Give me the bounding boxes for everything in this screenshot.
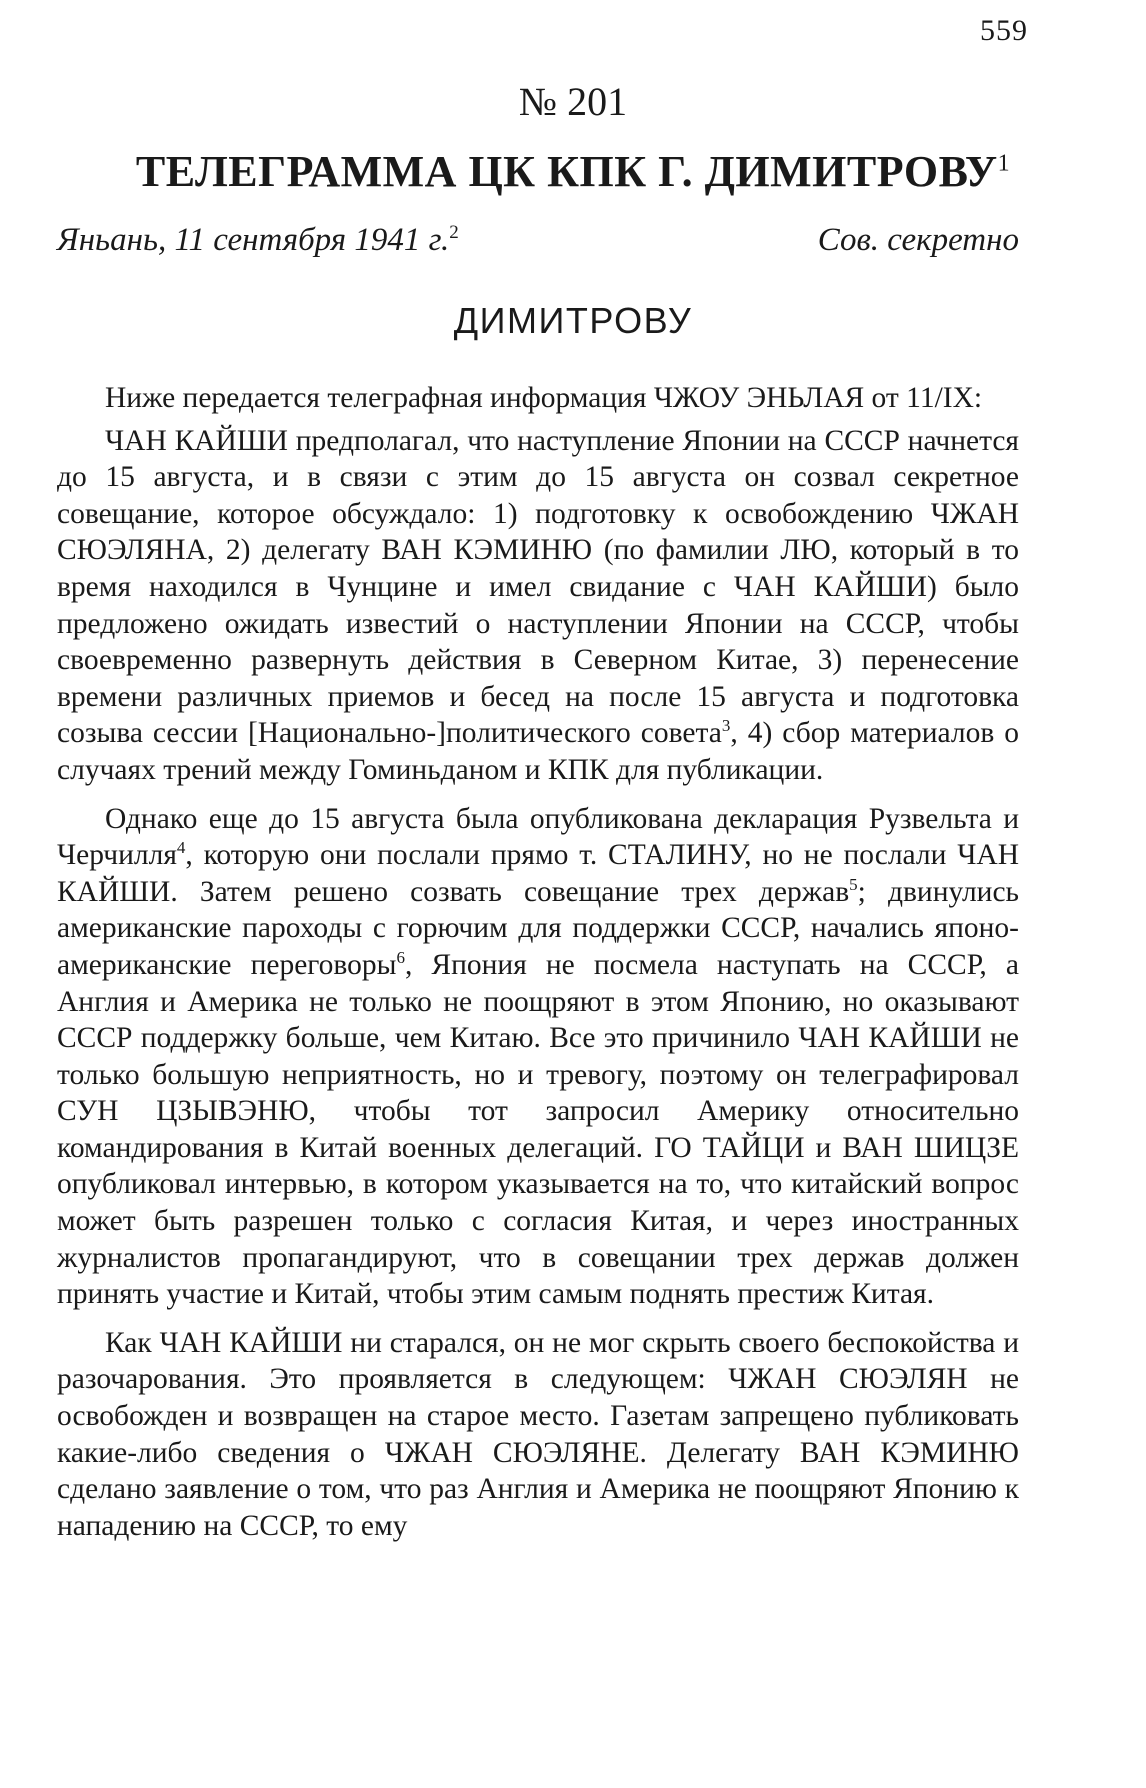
paragraph-text: , Япония не посмела наступать на СССР, а Англия и Америка не только не поощряют в этом Японию, но оказывают СССР поддержку больше, чем Китаю. Все это причинило ЧАН КАЙШИ не только большую неприятность, но и тревогу, поэтому он телеграфировал СУН ЦЗЫВЭНЮ, чтобы тот запросил Америку относительно командирования в Китай военных делегаций. ГО ТАЙЦИ и ВАН ШИЦЗЕ опубликовал интервью, в котором указывается на то, что китайский вопрос может быть разрешен только с согласия Китая, и через иностранных журналистов пропагандируют, что в совещании трех держав должен принять участие и Китай, чтобы этим самым поднять престиж Китая. — [57, 948, 1019, 1311]
document-meta — [57, 222, 1019, 259]
addressee: ДИМИТРОВУ — [453, 300, 693, 341]
paragraph-1: Ниже передается телеграфная информация ЧЖОУ ЭНЬЛАЯ от 11/IX: — [105, 382, 983, 414]
classification: Сов. секретно — [817, 222, 1019, 258]
paragraph-4: Как ЧАН КАЙШИ ни старался, он не мог скрыть своего беспокойства и разочарования. Это проявляется в следующем: ЧЖАН СЮЭЛЯН не освобожден и возвращен на старое место. Газетам запрещено публиковать какие-либо сведения о ЧЖАН СЮЭЛЯНЕ. Делегату ВАН КЭМИНЮ сделано заявление о том, что раз Англия и Америка не поощряют Японию к нападению на СССР, то ему — [57, 1326, 1019, 1542]
document-title — [40, 146, 1106, 197]
paragraph-text: ; двинулись американские пароходы с горючим для поддержки СССР, начались японо-американские переговоры — [57, 875, 1020, 981]
place-date-text: Яньань, 11 сентября 1941 г. — [57, 222, 450, 258]
footnote-ref: 3 — [721, 716, 731, 736]
footnote-ref: 5 — [849, 874, 858, 894]
footnote-ref: 2 — [449, 222, 459, 243]
place-date — [57, 222, 459, 259]
paragraph-text: , 4) сбор материалов о случаях трений между Гоминьданом и КПК для публикации. — [57, 717, 1019, 786]
footnote-ref: 4 — [176, 838, 186, 858]
document-title-text: ТЕЛЕГРАММА ЦК КПК Г. ДИМИТРОВУ — [135, 147, 998, 196]
paragraph-text: Однако еще до 15 августа была опубликована декларация Рузвельта и Черчилля — [57, 802, 1019, 872]
footnote-ref: 6 — [396, 948, 405, 968]
paragraph-3 — [57, 801, 1019, 1313]
page-number: 559 — [980, 14, 1028, 47]
paragraph-2 — [57, 423, 1019, 789]
paragraph-text: , которую они послали прямо т. СТАЛИНУ, но не послали ЧАН КАЙШИ. Затем решено созвать совещание трех держав — [57, 839, 1019, 908]
document-number: № 201 — [518, 79, 628, 124]
body-text — [57, 380, 1019, 1544]
footnote-ref: 1 — [997, 150, 1011, 177]
paragraph-text: ЧАН КАЙШИ предполагал, что наступление Японии на СССР начнется до 15 августа, и в связи с этим до 15 августа он созвал секретное совещание, которое обсуждало: 1) подготовку к освобождению ЧЖАН СЮЭЛЯНА, 2) делегату ВАН КЭМИНЮ (по фамилии ЛЮ, который в то время находился в Чунцине и имел свидание с ЧАН КАЙШИ) было предложено ожидать известий о наступлении Японии на СССР, чтобы своевременно развернуть действия в Северном Китае, 3) перенесение времени различных приемов и бесед на после 15 августа и подготовка созыва сессии [Национально-]политического совета — [57, 424, 1019, 750]
